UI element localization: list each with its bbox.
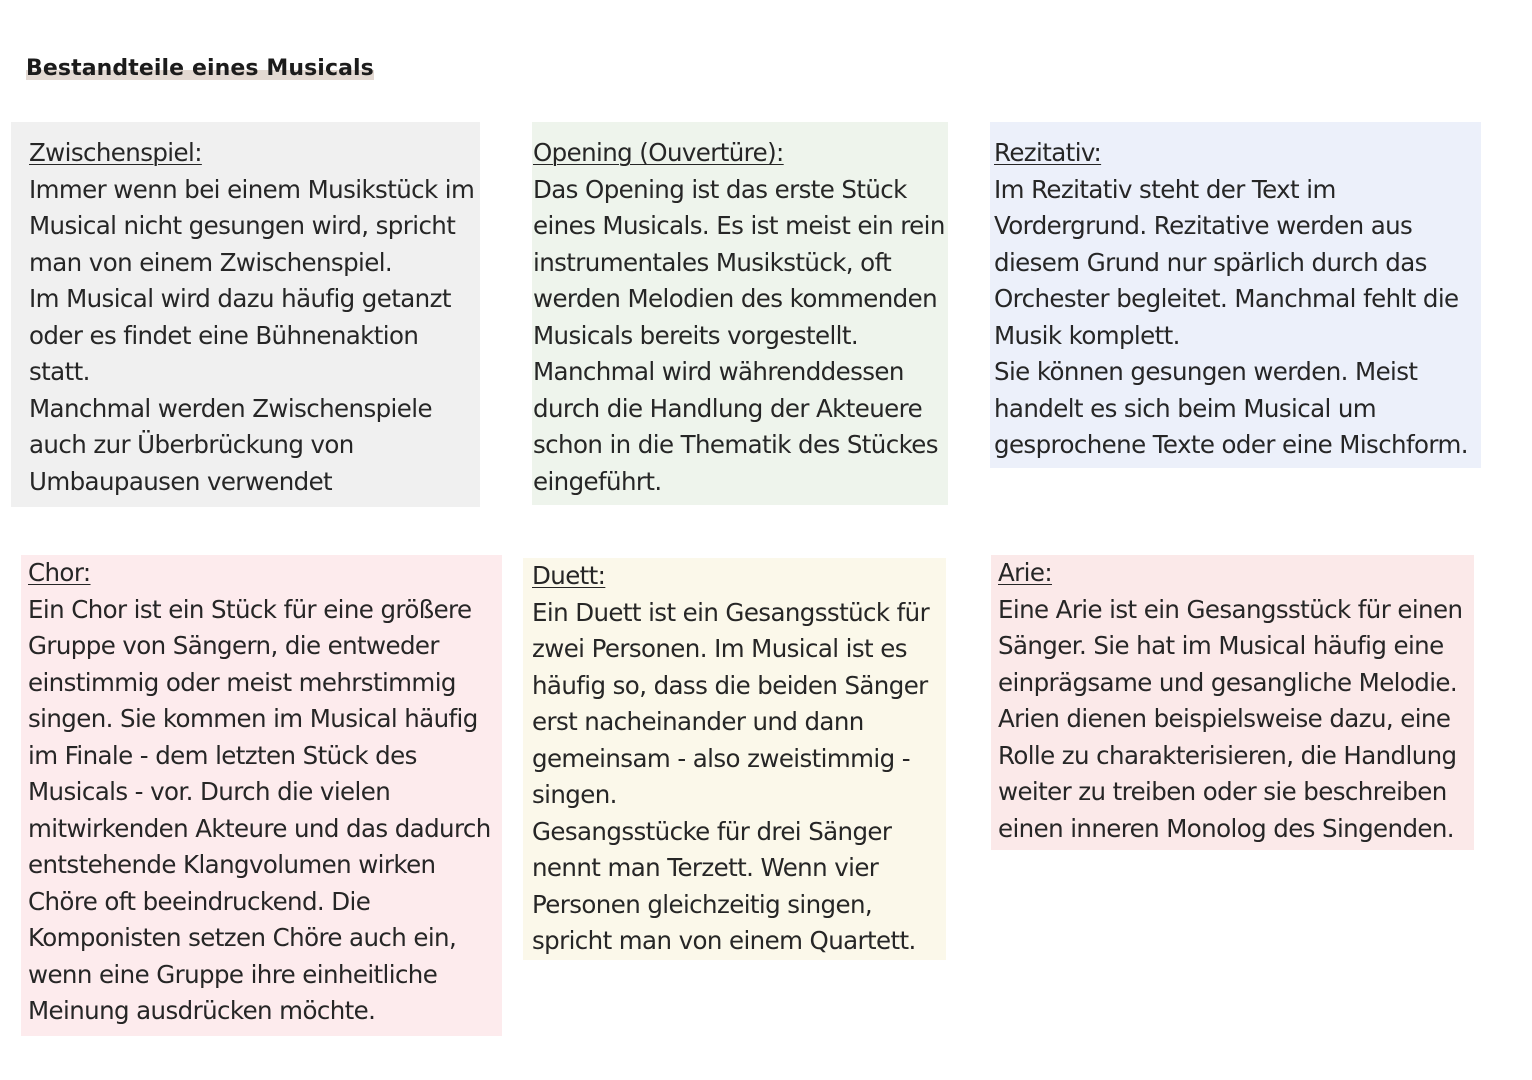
card-line: einprägsame und gesangliche Melodie.	[998, 667, 1458, 697]
card-line: einen inneren Monolog des Singenden.	[998, 813, 1454, 843]
card-duett	[523, 558, 946, 960]
card-heading: Chor:	[28, 558, 91, 587]
card-line: Rolle zu charakterisieren, die Handlung	[998, 740, 1457, 770]
card-line: häufig so, dass die beiden Sänger	[532, 670, 928, 700]
card-line: handelt es sich beim Musical um	[994, 393, 1377, 423]
card-line: Gesangsstücke für drei Sänger	[532, 816, 892, 846]
card-line: schon in die Thematik des Stückes	[533, 430, 938, 459]
card-line: Arien dienen beispielsweise dazu, eine	[998, 704, 1451, 733]
card-line: Ein Duett ist ein Gesangsstück für	[532, 597, 930, 627]
card-line: Musicals - vor. Durch die vielen	[28, 777, 391, 806]
card-line: instrumentales Musikstück, oft	[533, 247, 892, 277]
card-line: im Finale - dem letzten Stück des	[28, 740, 417, 770]
card-line: mitwirkenden Akteure und das dadurch	[28, 813, 491, 843]
card-rezitativ	[990, 122, 1481, 468]
card-line: Musical nicht gesungen wird, spricht	[29, 211, 456, 240]
card-line: statt.	[29, 357, 90, 386]
card-line: Komponisten setzen Chöre auch ein,	[28, 923, 457, 952]
card-line: singen. Sie kommen im Musical häufig	[28, 704, 478, 733]
card-line: Im Musical wird dazu häufig getanzt	[29, 284, 451, 313]
card-line: Manchmal wird währenddessen	[533, 357, 904, 386]
card-heading: Zwischenspiel:	[29, 138, 202, 167]
card-arie	[991, 555, 1474, 850]
card-line: Sie können gesungen werden. Meist	[994, 357, 1418, 386]
card-line: Immer wenn bei einem Musikstück im	[29, 174, 475, 204]
card-line: eingeführt.	[533, 466, 662, 496]
card-line: singen.	[532, 780, 617, 809]
card-line: entstehende Klangvolumen wirken	[28, 850, 436, 879]
card-line: wenn eine Gruppe ihre einheitliche	[28, 959, 438, 989]
card-line: spricht man von einem Quartett.	[532, 926, 916, 955]
card-line: durch die Handlung der Akteuere	[533, 393, 923, 423]
card-line: erst nacheinander und dann	[532, 707, 864, 736]
card-line: oder es findet eine Bühnenaktion	[29, 320, 419, 350]
card-line: Sänger. Sie hat im Musical häufig eine	[998, 631, 1444, 660]
card-line: Das Opening ist das erste Stück	[533, 174, 907, 204]
card-line: zwei Personen. Im Musical ist es	[532, 634, 907, 663]
card-line: Ein Chor ist ein Stück für eine größere	[28, 594, 472, 624]
card-line: Eine Arie ist ein Gesangsstück für einen	[998, 594, 1463, 624]
card-line: Im Rezitativ steht der Text im	[994, 174, 1336, 204]
card-line: Orchester begleitet. Manchmal fehlt die	[994, 284, 1459, 313]
card-line: einstimmig oder meist mehrstimmig	[28, 667, 456, 697]
card-line: werden Melodien des kommenden	[533, 284, 938, 313]
card-line: nennt man Terzett. Wenn vier	[532, 853, 879, 882]
card-line: Umbaupausen verwendet	[29, 466, 333, 496]
card-line: eines Musicals. Es ist meist ein rein	[533, 211, 945, 240]
card-chor	[21, 555, 502, 1036]
card-line: auch zur Überbrückung von	[29, 430, 354, 459]
card-line: Vordergrund. Rezitative werden aus	[994, 211, 1413, 240]
card-line: Manchmal werden Zwischenspiele	[29, 393, 432, 423]
card-line: weiter zu treiben oder sie beschreiben	[998, 777, 1447, 806]
card-line: Chöre oft beeindruckend. Die	[28, 886, 371, 916]
card-zwischenspiel	[11, 122, 480, 507]
card-heading: Duett:	[532, 561, 606, 590]
card-line: gemeinsam - also zweistimmig -	[532, 743, 910, 773]
card-line: Musik komplett.	[994, 320, 1180, 350]
card-line: gesprochene Texte oder eine Mischform.	[994, 430, 1468, 459]
card-line: Gruppe von Sängern, die entweder	[28, 631, 439, 660]
card-line: diesem Grund nur spärlich durch das	[994, 247, 1427, 277]
card-heading: Rezitativ:	[994, 138, 1102, 167]
card-heading: Arie:	[998, 558, 1052, 587]
card-line: Personen gleichzeitig singen,	[532, 889, 873, 919]
card-line: man von einem Zwischenspiel.	[29, 247, 393, 277]
card-opening	[532, 122, 948, 505]
card-line: Meinung ausdrücken möchte.	[28, 996, 376, 1025]
card-line: Musicals bereits vorgestellt.	[533, 320, 859, 350]
card-heading: Opening (Ouvertüre):	[533, 138, 784, 167]
page-title: Bestandteile eines Musicals	[26, 54, 374, 84]
